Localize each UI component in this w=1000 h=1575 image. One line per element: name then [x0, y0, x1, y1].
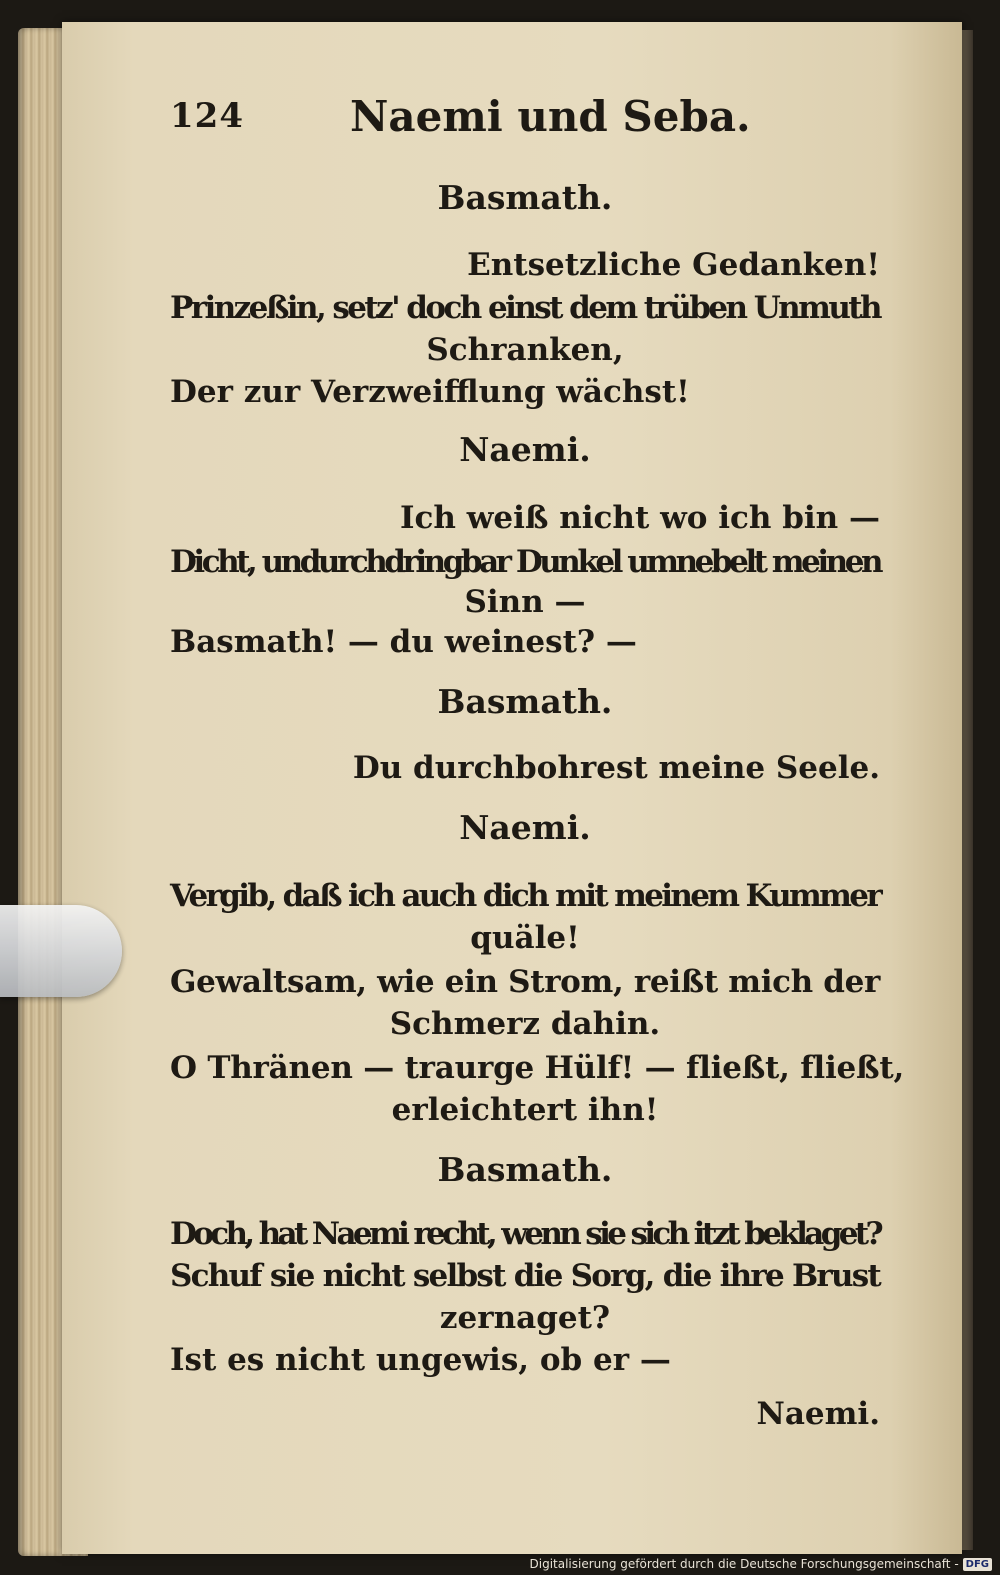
verse-line	[170, 1340, 880, 1384]
running-title: Naemi und Seba.	[350, 92, 751, 141]
speaker-line	[170, 430, 880, 474]
verse-text: Gewaltsam, wie ein Strom, reißt mich der	[170, 964, 880, 1000]
digitization-credit	[530, 1557, 993, 1571]
verse-text: Ist es nicht ungewis, ob er —	[170, 1342, 671, 1378]
speaker-name: Basmath.	[437, 1150, 613, 1189]
verse-text: Doch, hat Naemi recht, wenn sie sich itzt beklaget?	[170, 1216, 880, 1252]
verse-text: Vergib, daß ich auch dich mit meinem Kummer	[170, 878, 880, 914]
verse-text: Naemi.	[756, 1396, 880, 1432]
verse-line	[170, 1048, 905, 1092]
verse-text: Du durchbohrest meine Seele.	[352, 750, 880, 786]
verse-text: erleichtert ihn!	[391, 1092, 659, 1128]
verse-text: Der zur Verzweifflung wächst!	[170, 374, 690, 410]
verse-line	[170, 1256, 880, 1300]
verse-line	[170, 622, 880, 666]
page-header	[170, 92, 880, 148]
dfg-logo: DFG	[963, 1558, 992, 1571]
verse-line	[170, 582, 880, 626]
verse-line	[170, 962, 880, 1006]
verse-text: Prinzeßin, setz' doch einst dem trüben Unmuth	[170, 290, 880, 326]
verse-line	[170, 748, 880, 792]
speaker-line	[170, 1150, 880, 1194]
verse-line	[170, 1298, 880, 1342]
verse-text: Entsetzliche Gedanken!	[467, 247, 880, 283]
verse-line	[170, 1394, 880, 1438]
verse-line	[170, 288, 880, 332]
speaker-name: Basmath.	[437, 178, 613, 217]
verse-text: Dicht, undurchdringbar Dunkel umnebelt meinen	[170, 544, 880, 580]
verse-line	[170, 498, 880, 542]
verse-text: Schmerz dahin.	[389, 1006, 661, 1042]
speaker-line	[170, 808, 880, 852]
verse-line	[170, 542, 880, 586]
speaker-name: Naemi.	[459, 430, 591, 469]
verse-text: Ich weiß nicht wo ich bin —	[399, 500, 880, 536]
verse-line	[170, 1004, 880, 1048]
speaker-line	[170, 178, 880, 222]
verse-line	[170, 372, 880, 416]
verse-text: Sinn —	[464, 584, 586, 620]
page-number: 124	[170, 96, 244, 136]
verse-line	[170, 1214, 880, 1258]
verse-text: quäle!	[470, 920, 580, 956]
verse-line	[170, 245, 880, 289]
verse-text: O Thränen — traurge Hülf! — fließt, fließt,	[170, 1050, 905, 1086]
credit-text: Digitalisierung gefördert durch die Deutsche Forschungsgemeinschaft -	[529, 1557, 959, 1571]
verse-line	[170, 1090, 880, 1134]
verse-text: Schuf sie nicht selbst die Sorg, die ihre Brust	[170, 1258, 880, 1294]
speaker-name: Basmath.	[437, 682, 613, 721]
verse-text: Basmath! — du weinest? —	[170, 624, 637, 660]
verse-line	[170, 918, 880, 962]
verse-line	[170, 876, 880, 920]
verse-text: zernaget?	[439, 1300, 611, 1336]
speaker-name: Naemi.	[459, 808, 591, 847]
speaker-line	[170, 682, 880, 726]
verse-line	[170, 330, 880, 374]
verse-text: Schranken,	[426, 332, 624, 368]
bookmark-clip	[0, 905, 122, 997]
